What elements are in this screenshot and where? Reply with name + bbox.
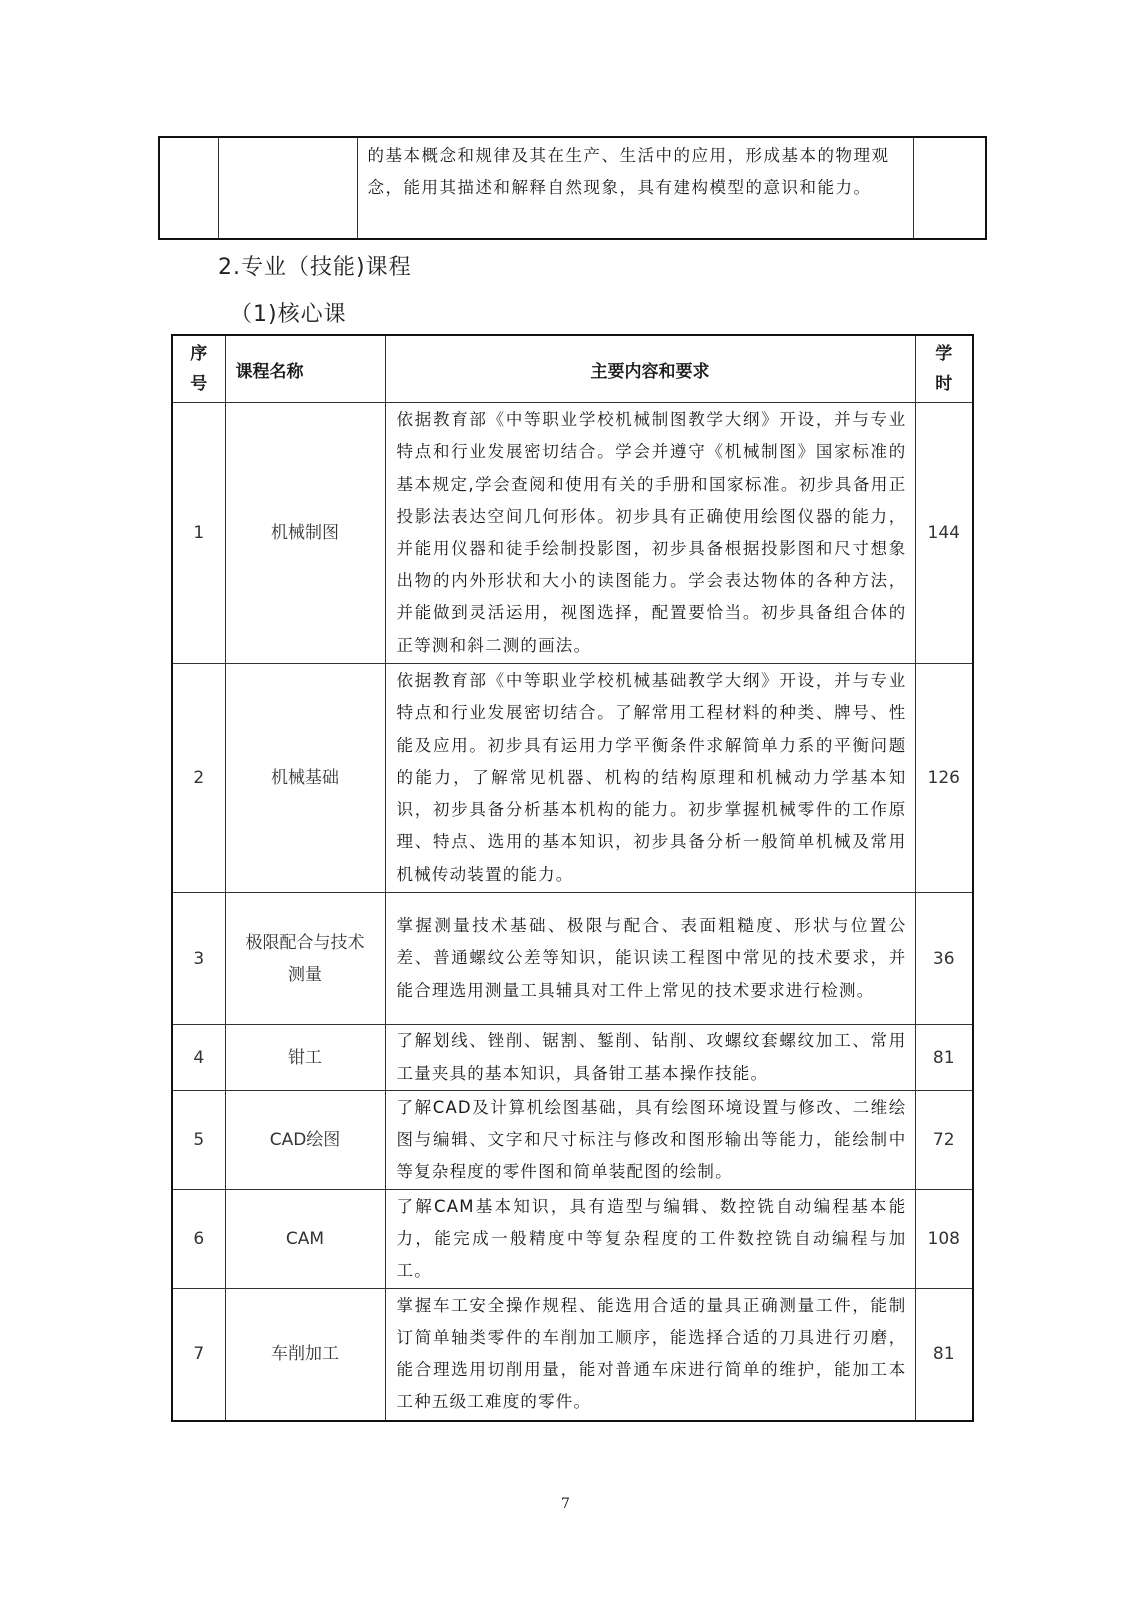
table-row <box>172 1289 973 1421</box>
table-row <box>172 1025 973 1091</box>
row-content: 了解CAD及计算机绘图基础，具有绘图环境设置与修改、二维绘图与编辑、文字和尺寸标注与修改和图形输出等能力，能绘制中等复杂程度的零件图和简单装配图的绘制。 <box>385 1091 915 1190</box>
row-index: 6 <box>172 1190 225 1289</box>
row-content: 了解划线、锉削、锯割、錾削、钻削、攻螺纹套螺纹加工、常用工量夹具的基本知识，具备钳工基本操作技能。 <box>385 1025 915 1091</box>
core-course-table <box>171 334 974 1422</box>
subsection-heading: （1)核心课 <box>230 302 347 327</box>
table-row <box>172 664 973 893</box>
row-course-name: 钳工 <box>225 1025 385 1091</box>
table-cell <box>159 137 218 239</box>
table-header-row <box>172 335 973 403</box>
row-hours: 72 <box>915 1091 973 1190</box>
row-course-name: 车削加工 <box>225 1289 385 1421</box>
page-number: 7 <box>561 1496 570 1512</box>
table-cell <box>913 137 986 239</box>
row-content: 掌握车工安全操作规程、能选用合适的量具正确测量工件，能制订简单轴类零件的车削加工顺序，能选择合适的刀具进行刃磨，能合理选用切削用量，能对普通车床进行简单的维护，能加工本工种五级工难度的零件。 <box>385 1289 915 1421</box>
row-hours: 108 <box>915 1190 973 1289</box>
row-index: 2 <box>172 664 225 893</box>
row-course-name: 机械基础 <box>225 664 385 893</box>
header-hours <box>915 335 973 403</box>
row-hours: 126 <box>915 664 973 893</box>
table-row <box>172 403 973 664</box>
row-course-name: CAD绘图 <box>225 1091 385 1190</box>
row-course-name: CAM <box>225 1190 385 1289</box>
row-hours: 81 <box>915 1025 973 1091</box>
table-row <box>172 1091 973 1190</box>
table-row <box>172 893 973 1025</box>
header-content: 主要内容和要求 <box>385 335 915 403</box>
row-index: 7 <box>172 1289 225 1421</box>
row-course-name: 机械制图 <box>225 403 385 664</box>
table-row <box>159 137 986 239</box>
row-index: 4 <box>172 1025 225 1091</box>
row-hours: 36 <box>915 893 973 1025</box>
section-heading: 2.专业（技能)课程 <box>218 255 412 280</box>
row-index: 1 <box>172 403 225 664</box>
row-content: 掌握测量技术基础、极限与配合、表面粗糙度、形状与位置公差、普通螺纹公差等知识，能识读工程图中常见的技术要求，并能合理选用测量工具辅具对工件上常见的技术要求进行检测。 <box>385 893 915 1025</box>
header-index-line2: 号 <box>190 374 208 394</box>
header-index-line1: 序 <box>190 344 208 364</box>
row-hours: 81 <box>915 1289 973 1421</box>
row-index: 3 <box>172 893 225 1025</box>
table-row <box>172 1190 973 1289</box>
row-hours: 144 <box>915 403 973 664</box>
header-hours-line2: 时 <box>935 374 953 394</box>
header-course-name: 课程名称 <box>225 335 385 403</box>
row-content: 依据教育部《中等职业学校机械基础教学大纲》开设，并与专业特点和行业发展密切结合。了解常用工程材料的种类、牌号、性能及应用。初步具有运用力学平衡条件求解简单力系的平衡问题的能力，了解常见机器、机构的结构原理和机械动力学基本知识，初步具备分析基本机构的能力。初步掌握机械零件的工作原理、特点、选用的基本知识，初步具备分析一般简单机械及常用机械传动装置的能力。 <box>385 664 915 893</box>
row-content: 依据教育部《中等职业学校机械制图教学大纲》开设，并与专业特点和行业发展密切结合。学会并遵守《机械制图》国家标准的基本规定,学会查阅和使用有关的手册和国家标准。初步具备用正投影法表达空间几何形体。初步具有正确使用绘图仪器的能力，并能用仪器和徒手绘制投影图，初步具备根据投影图和尺寸想象出物的内外形状和大小的读图能力。学会表达物体的各种方法，并能做到灵活运用，视图选择，配置要恰当。初步具备组合体的正等测和斜二测的画法。 <box>385 403 915 664</box>
header-index <box>172 335 225 403</box>
header-hours-line1: 学 <box>935 344 953 364</box>
course-content: 的基本概念和规律及其在生产、生活中的应用，形成基本的物理观念，能用其描述和解释自然现象，具有建构模型的意识和能力。 <box>357 137 913 239</box>
row-course-name: 极限配合与技术测量 <box>225 893 385 1025</box>
row-content: 了解CAM基本知识，具有造型与编辑、数控铣自动编程基本能力，能完成一般精度中等复杂程度的工件数控铣自动编程与加工。 <box>385 1190 915 1289</box>
continued-table <box>158 136 987 240</box>
row-index: 5 <box>172 1091 225 1190</box>
table-cell <box>218 137 357 239</box>
